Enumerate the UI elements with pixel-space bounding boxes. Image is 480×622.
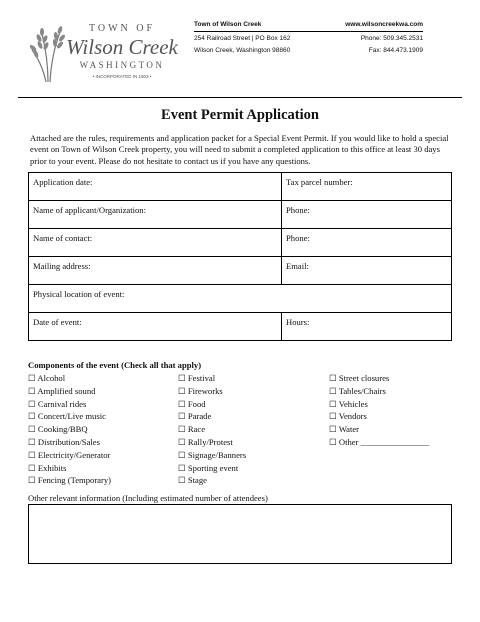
checkbox-icon[interactable]: ☐ — [28, 398, 36, 409]
address-line2: Wilson Creek, Washington 98860 — [194, 47, 291, 54]
component-label: Concert/Live music — [37, 411, 106, 422]
applicant-name-field[interactable]: Name of applicant/Organization: — [29, 201, 282, 229]
component-checkbox-item[interactable] — [28, 398, 111, 411]
fax-number: Fax: 844.473.1909 — [368, 47, 423, 54]
component-checkbox-item[interactable] — [178, 398, 246, 411]
other-info-label: Other relevant information (Including estimated number of attendees) — [28, 493, 268, 503]
checkbox-icon[interactable]: ☐ — [178, 373, 186, 383]
component-checkbox-item[interactable] — [329, 436, 429, 449]
component-checkbox-item[interactable] — [178, 372, 246, 385]
physical-location-field[interactable]: Physical location of event: — [29, 285, 452, 313]
component-label: Stage — [187, 475, 207, 486]
header-city-row — [194, 47, 423, 54]
checkbox-icon[interactable]: ☐ — [28, 424, 36, 435]
hours-field[interactable]: Hours: — [282, 313, 452, 341]
checkbox-icon[interactable]: ☐ — [178, 449, 186, 460]
header-address-row — [194, 35, 423, 42]
components-column-2 — [178, 372, 246, 487]
component-label: Festival — [187, 373, 216, 383]
component-checkbox-item[interactable] — [28, 410, 111, 423]
checkbox-icon[interactable]: ☐ — [178, 424, 186, 435]
component-label: Signage/Banners — [187, 449, 247, 460]
component-label: Food — [187, 398, 206, 409]
components-column-1 — [28, 372, 111, 487]
component-checkbox-item[interactable] — [329, 410, 429, 423]
checkbox-icon[interactable]: ☐ — [329, 436, 337, 447]
component-checkbox-item[interactable] — [329, 372, 429, 385]
component-label: Cooking/BBQ — [37, 424, 88, 435]
component-checkbox-item[interactable] — [329, 423, 429, 436]
component-label: Street closures — [338, 373, 390, 383]
checkbox-icon[interactable]: ☐ — [329, 373, 337, 383]
checkbox-icon[interactable]: ☐ — [28, 385, 36, 396]
checkbox-icon[interactable]: ☐ — [28, 436, 36, 447]
address-line1: 254 Railroad Street | PO Box 162 — [194, 35, 291, 42]
component-label: Carnival rides — [37, 398, 87, 409]
component-label: Exhibits — [37, 462, 67, 473]
components-column-3 — [329, 372, 429, 449]
logo-line1: TOWN OF — [88, 23, 156, 34]
checkbox-icon[interactable]: ☐ — [28, 411, 36, 422]
component-checkbox-item[interactable] — [178, 423, 246, 436]
logo-line3: WASHINGTON — [79, 60, 165, 70]
website-link[interactable]: www.wilsoncreekwa.com — [345, 21, 423, 28]
component-checkbox-item[interactable] — [178, 410, 246, 423]
town-logo — [30, 18, 186, 84]
component-checkbox-item[interactable] — [28, 449, 111, 462]
component-label: Rally/Protest — [187, 436, 233, 447]
checkbox-icon[interactable]: ☐ — [178, 462, 186, 473]
component-checkbox-item[interactable] — [178, 449, 246, 462]
component-checkbox-item[interactable] — [178, 462, 246, 475]
component-checkbox-item[interactable] — [28, 462, 111, 475]
checkbox-icon[interactable]: ☐ — [28, 475, 36, 486]
component-label: Vehicles — [338, 398, 368, 409]
applicant-phone-field[interactable]: Phone: — [282, 201, 452, 229]
component-label: Tables/Chairs — [338, 385, 386, 396]
component-checkbox-item[interactable] — [178, 436, 246, 449]
application-form — [28, 172, 452, 341]
contact-phone-field[interactable]: Phone: — [282, 229, 452, 257]
checkbox-icon[interactable]: ☐ — [178, 385, 186, 396]
component-label: Water — [338, 424, 360, 435]
component-label: Fireworks — [187, 385, 223, 396]
checkbox-icon[interactable]: ☐ — [28, 373, 36, 383]
component-label: Distribution/Sales — [37, 436, 100, 447]
component-checkbox-item[interactable] — [28, 372, 111, 385]
component-label: Fencing (Temporary) — [37, 475, 112, 486]
checkbox-icon[interactable]: ☐ — [28, 449, 36, 460]
component-checkbox-item[interactable] — [28, 385, 111, 398]
other-info-textbox[interactable] — [28, 504, 452, 564]
components-heading: Components of the event (Check all that apply) — [28, 360, 202, 370]
checkbox-icon[interactable]: ☐ — [329, 398, 337, 409]
wheat-icon — [30, 18, 186, 84]
application-date-field[interactable]: Application date: — [29, 173, 282, 201]
org-name: Town of Wilson Creek — [194, 21, 262, 28]
component-label: Race — [187, 424, 206, 435]
phone-number: Phone: 509.345.2531 — [360, 35, 423, 42]
component-label: Vendors — [338, 411, 367, 422]
component-checkbox-item[interactable] — [28, 436, 111, 449]
component-label: Parade — [187, 411, 212, 422]
contact-name-field[interactable]: Name of contact: — [29, 229, 282, 257]
tax-parcel-field[interactable]: Tax parcel number: — [282, 173, 452, 201]
checkbox-icon[interactable]: ☐ — [329, 424, 337, 435]
checkbox-icon[interactable]: ☐ — [329, 411, 337, 422]
component-checkbox-item[interactable] — [28, 474, 111, 487]
event-date-field[interactable]: Date of event: — [29, 313, 282, 341]
component-label: Electricity/Generator — [37, 449, 111, 460]
component-checkbox-item[interactable] — [329, 398, 429, 411]
logo-line2: Wilson Creek — [66, 35, 178, 59]
checkbox-icon[interactable]: ☐ — [178, 436, 186, 447]
checkbox-icon[interactable]: ☐ — [329, 385, 337, 396]
intro-paragraph: Attached are the rules, requirements and application packet for a Special Event Permit. If you would like to hold a special event on Town of Wilson Creek property, you will need to submit a completed application to this office at least 30 days prior to your event. Please do not hesitate to contact us if you have any questions. — [30, 133, 449, 166]
component-label: Amplified sound — [37, 385, 96, 396]
checkbox-icon[interactable]: ☐ — [178, 475, 186, 486]
component-label: Alcohol — [37, 373, 66, 383]
component-label: Sporting event — [187, 462, 239, 473]
logo-line4: • INCORPORATED IN 1903 • — [92, 74, 152, 79]
email-field[interactable]: Email: — [282, 257, 452, 285]
checkbox-icon[interactable]: ☐ — [28, 462, 36, 473]
component-checkbox-item[interactable] — [329, 385, 429, 398]
component-checkbox-item[interactable] — [178, 474, 246, 487]
page-title: Event Permit Application — [161, 107, 319, 123]
component-checkbox-item[interactable] — [178, 385, 246, 398]
component-checkbox-item[interactable] — [28, 423, 111, 436]
header-top-row — [194, 21, 423, 32]
checkbox-icon[interactable]: ☐ — [178, 398, 186, 409]
header-divider — [18, 97, 462, 98]
checkbox-icon[interactable]: ☐ — [178, 411, 186, 422]
component-label: Other ________________ — [338, 436, 430, 447]
mailing-address-field[interactable]: Mailing address: — [29, 257, 282, 285]
